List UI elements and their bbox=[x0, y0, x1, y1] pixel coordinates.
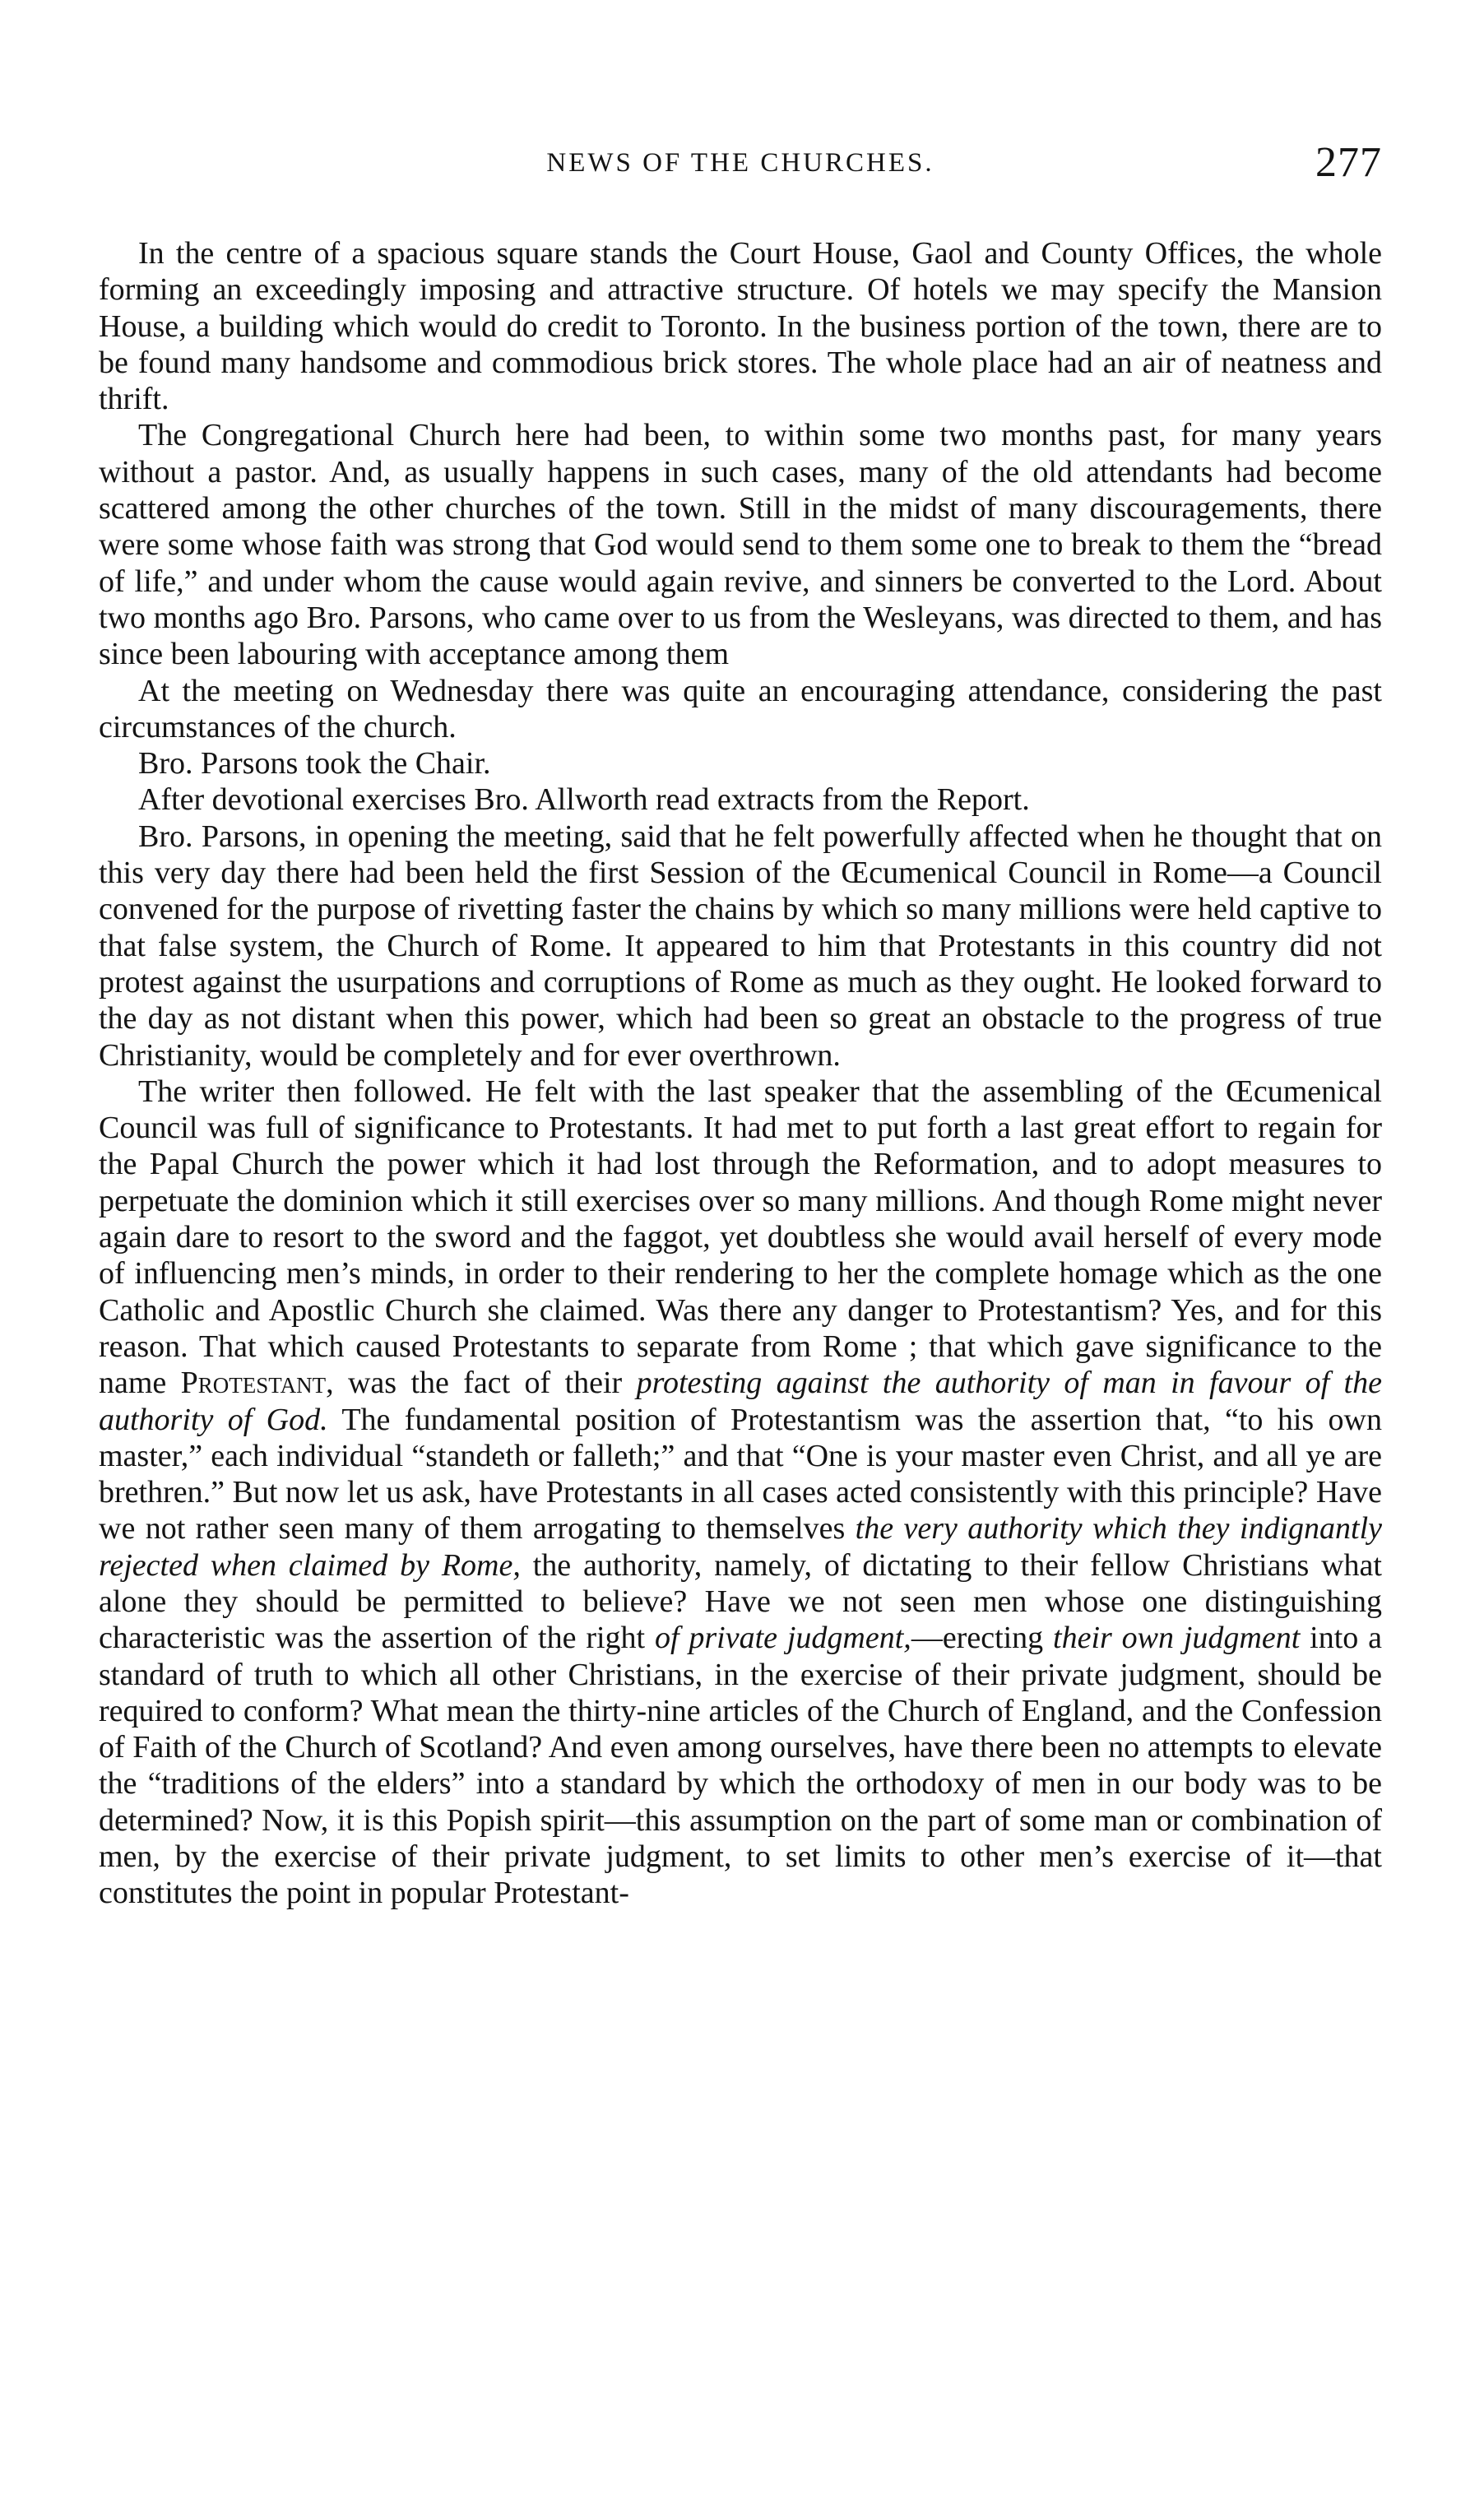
text-run: The fundamental position of Protestantism was the assertion that, “to his own master,” each individual “standeth or falleth;” and that “One is your master even Christ, and all ye are brethren.” But now let us ask, have Protestants in all cases acted consistently with this principle? Have we not rather seen many of them arrogating to themselves bbox=[99, 1402, 1383, 1547]
page bbox=[99, 139, 1383, 1912]
paragraph-report: After devotional exercises Bro. Allworth read extracts from the Report. bbox=[138, 782, 1030, 818]
paragraph-congregational-church: The Congregational Church here had been, to within some two months past, for many years without a pastor. And, as usually happens in such cases, many of the old attendants had become scattered among the other churches of the town. Still in the midst of many discouragements, there were some whose faith was strong that God would send to them some one to break to them the “bread of life,” and under whom the cause would again revive, and sinners be converted to the Lord. About two months ago Bro. Parsons, who came over to us from the Wesleyans, was directed to them, and has since been labouring with acceptance among them bbox=[99, 418, 1382, 672]
italic-run: protesting against the authority of man in favour of the authority of God. bbox=[99, 1366, 1382, 1437]
text-run: , was the fact of their bbox=[326, 1366, 637, 1401]
italic-run: of private judgment, bbox=[654, 1621, 911, 1656]
paragraph-town-description: In the centre of a spacious square stands the Court House, Gaol and County Offices, the whole forming an exceedingly imposing and attractive structure. Of hotels we may specify the Mansion House, a building which would do credit to Toronto. In the business portion of the town, there are to be found many handsome and commodious brick stores. The whole place had an air of neatness and thrift. bbox=[99, 236, 1382, 417]
text-run: into a standard of truth to which all other Christians, in the exercise of their private judgment, should be required to conform? What mean the thirty-nine articles of the Church of England, and the Confession of Faith of the Church of Scotland? And even among ourselves, have there been no attempts to elevate the “traditions of the elders” into a standard by which the orthodoxy of men in our body was to be determined? Now, it is this Popish spirit—this assumption on the part of some man or combination of men, by the exercise of their private judgment, to set limits to other men’s exercise of it—that constitutes the point in popular Protestant- bbox=[99, 1621, 1383, 1911]
article-body bbox=[99, 235, 1382, 1912]
text-run: —erecting bbox=[911, 1621, 1054, 1656]
italic-run: the very authority which they indignantly rejected when claimed by Rome, bbox=[99, 1511, 1382, 1583]
paragraph-parsons-speech: Bro. Parsons, in opening the meeting, said that he felt powerfully affected when he thought that on this very day there had been held the first Session of the Œcumenical Council in Rome—a Council convened for the purpose of rivetting faster the chains by which so many millions were held captive to that false system, the Church of Rome. It appeared to him that Protestants in this country did not protest against the usurpations and corruptions of Rome as much as they ought. He looked forward to the day as not distant when this power, which had been so great an obstacle to the progress of true Christianity, would be completely and for ever overthrown. bbox=[99, 819, 1382, 1073]
text-run: the authority, namely, of dictating to their fellow Christians what alone they should be permitted to believe? Have we not seen men whose one distinguishing characteristic was the assertion of the right bbox=[99, 1547, 1382, 1656]
paragraph-meeting-attendance: At the meeting on Wednesday there was quite an encouraging attendance, considering the past circumstances of the church. bbox=[99, 673, 1382, 744]
paragraph-chair: Bro. Parsons took the Chair. bbox=[138, 746, 491, 781]
italic-run: their own judgment bbox=[1053, 1621, 1301, 1656]
page-number: 277 bbox=[1315, 139, 1382, 186]
page-header bbox=[99, 139, 1382, 206]
small-caps-run: Protestant bbox=[180, 1366, 327, 1401]
text-run: The writer then followed. He felt with the last speaker that the assembling of the Œcumenical Council was full of significance to Protestants. It had met to put forth a last great effort to regain for the Papal Church the power which it had lost through the Reformation, and to adopt measures to perpetuate the dominion which it still exercises over so many millions. And though Rome might never again dare to resort to the sword and the faggot, yet doubtless she would avail herself of every mode of influencing men’s minds, in order to their rendering to her the complete homage which as the one Catholic and Apostlic Church she claimed. Was there any danger to Protestantism? Yes, and for this reason. That which caused Protestants to separate from Rome ; that which gave significance to the name bbox=[99, 1074, 1382, 1401]
paragraph-writer-speech bbox=[99, 1074, 1382, 1912]
running-head: NEWS OF THE CHURCHES. bbox=[546, 148, 934, 178]
